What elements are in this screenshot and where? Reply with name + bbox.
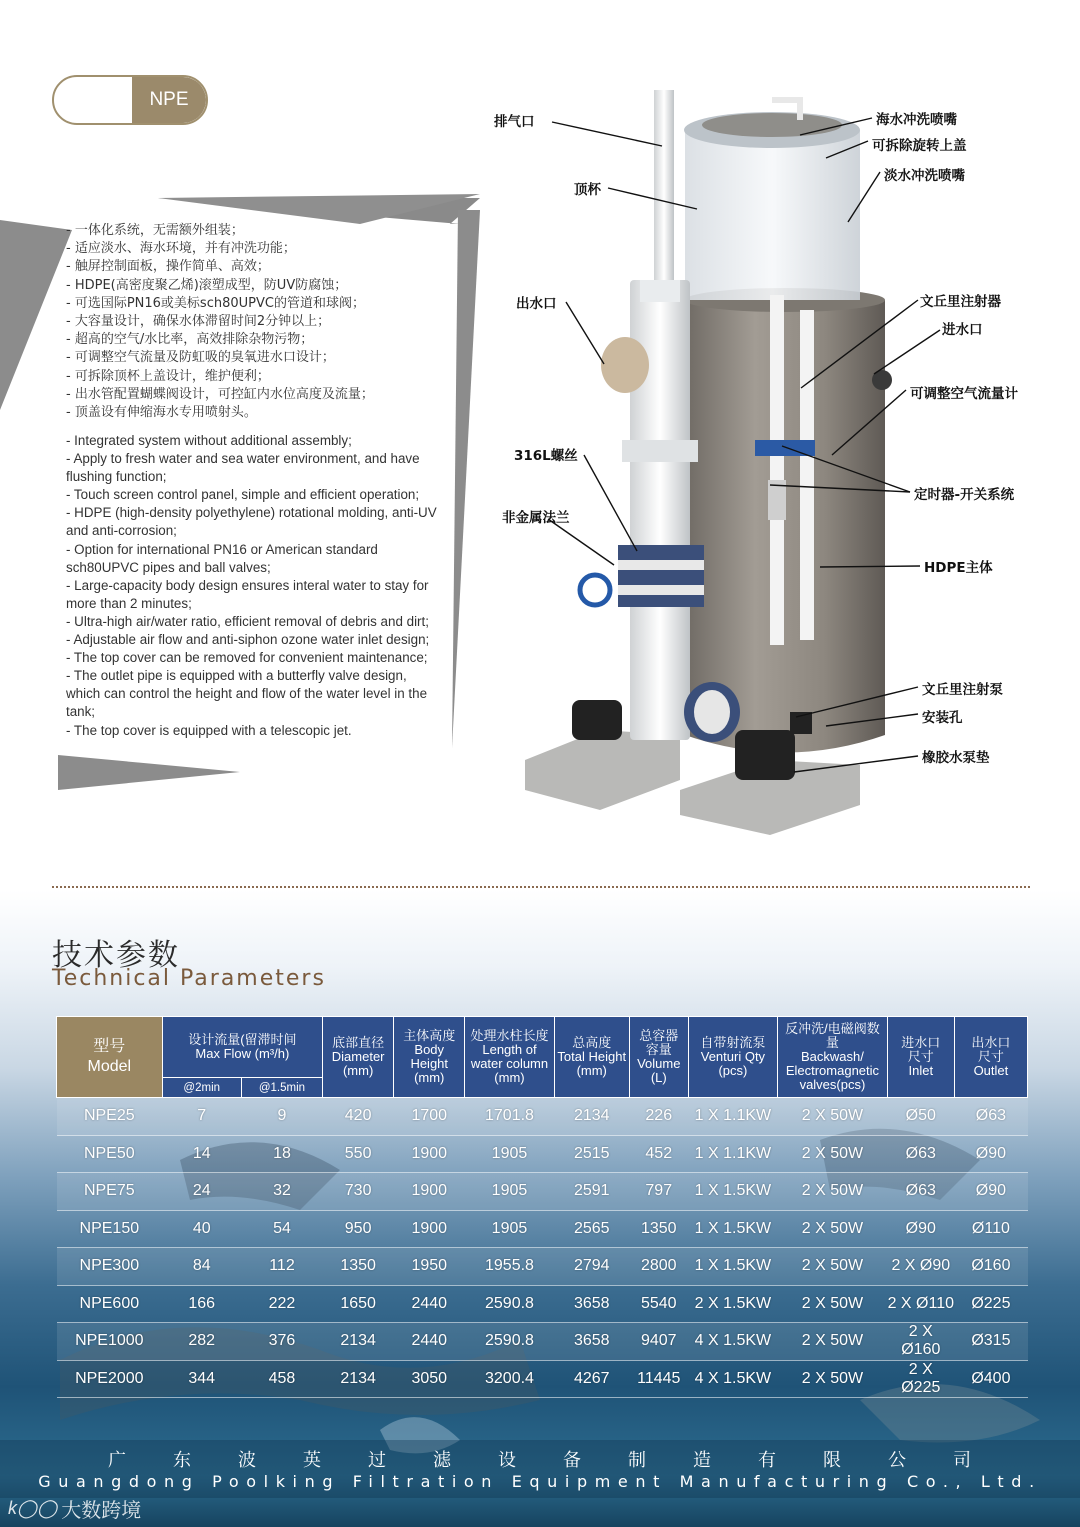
table-cell: NPE75 [57, 1173, 163, 1211]
callout-venturi-pump: 文丘里注射泵 [922, 682, 1003, 698]
table-row [57, 1360, 1028, 1398]
table-cell: 2 X 50W [778, 1098, 888, 1136]
feature-en-item: - Ultra-high air/water ratio, efficient removal of debris and dirt; [66, 613, 429, 629]
table-cell: 2 X Ø90 [887, 1248, 954, 1286]
table-cell: NPE600 [57, 1285, 163, 1323]
feature-cn-item: - 可调整空气流量及防虹吸的臭氧进水口设计； [66, 350, 335, 366]
table-cell: 40 [162, 1210, 241, 1248]
table-cell: 1905 [465, 1173, 554, 1211]
callout-venturi-injector: 文丘里注射器 [920, 294, 1001, 310]
feature-cn-item: - 一体化系统，无需额外组装； [66, 223, 244, 238]
table-cell: 1900 [394, 1173, 465, 1211]
table-cell: 2515 [554, 1135, 629, 1173]
callout-hdpe-body: HDPE主体 [924, 560, 993, 576]
callout-outlet: 出水口 [516, 296, 557, 312]
header-diameter: 底部直径 Diameter (mm) [323, 1017, 394, 1098]
table-cell: 1 X 1.1KW [688, 1135, 777, 1173]
feature-en-item: - Adjustable air flow and anti-siphon ozone water inlet design; [66, 632, 430, 648]
table-cell: 54 [241, 1210, 322, 1248]
table-cell: 730 [323, 1173, 394, 1211]
table-cell: 5540 [629, 1285, 688, 1323]
table-cell: 2440 [394, 1285, 465, 1323]
table-cell: Ø160 [954, 1248, 1027, 1286]
table-cell: 2 X Ø110 [887, 1285, 954, 1323]
table-cell: 452 [629, 1135, 688, 1173]
features-en-list [66, 432, 438, 740]
table-cell: 376 [241, 1323, 322, 1361]
table-cell: 2 X 50W [778, 1323, 888, 1361]
table-row [57, 1210, 1028, 1248]
callout-inlet: 进水口 [942, 322, 983, 338]
feature-cn-item: - 触屏控制面板，操作简单、高效； [66, 259, 270, 275]
feature-cn-item: - 适应淡水、海水环境，并有冲洗功能； [66, 241, 296, 257]
table-cell: 2134 [323, 1323, 394, 1361]
table-cell: 1700 [394, 1098, 465, 1136]
table-cell: 420 [323, 1098, 394, 1136]
table-row [57, 1285, 1028, 1323]
table-cell: NPE300 [57, 1248, 163, 1286]
table-cell: Ø225 [954, 1285, 1027, 1323]
table-cell: 18 [241, 1135, 322, 1173]
table-cell: 9407 [629, 1323, 688, 1361]
section-divider [52, 886, 1030, 888]
callout-flange: 非金属法兰 [502, 510, 570, 526]
callout-top-cup: 顶杯 [574, 182, 601, 198]
table-cell: 1950 [394, 1248, 465, 1286]
product-tag-label: NPE [132, 77, 206, 123]
table-cell: 2 X 1.5KW [688, 1285, 777, 1323]
table-cell: 1900 [394, 1135, 465, 1173]
feature-en-item: - Apply to fresh water and sea water environment, and have flushing function; [66, 451, 420, 485]
header-inlet: 进水口 尺寸 Inlet [887, 1017, 954, 1098]
table-cell: NPE1000 [57, 1323, 163, 1361]
feature-en-item: - Touch screen control panel, simple and efficient operation; [66, 487, 420, 503]
table-row [57, 1248, 1028, 1286]
table-cell: 2591 [554, 1173, 629, 1211]
header-body-height: 主体高度 Body Height (mm) [394, 1017, 465, 1098]
table-cell: 3658 [554, 1323, 629, 1361]
table-cell: 1650 [323, 1285, 394, 1323]
table-cell: 7 [162, 1098, 241, 1136]
table-cell: Ø90 [887, 1210, 954, 1248]
table-cell: 2 X 50W [778, 1173, 888, 1211]
table-cell: 2590.8 [465, 1323, 554, 1361]
header-outlet: 出水口 尺寸 Outlet [954, 1017, 1027, 1098]
table-cell: NPE150 [57, 1210, 163, 1248]
table-cell: 797 [629, 1173, 688, 1211]
callout-rubber-pad: 橡胶水泵垫 [922, 750, 990, 766]
table-cell: 1 X 1.5KW [688, 1210, 777, 1248]
section-title-en: Technical Parameters [52, 966, 326, 991]
table-cell: Ø50 [887, 1098, 954, 1136]
table-cell: Ø400 [954, 1360, 1027, 1398]
table-cell: 1701.8 [465, 1098, 554, 1136]
table-cell: NPE50 [57, 1135, 163, 1173]
callout-seawater-nozzle: 海水冲洗喷嘴 [876, 112, 957, 128]
feature-en-item: - The top cover can be removed for convenient maintenance; [66, 650, 428, 666]
feature-cn-item: - 顶盖设有伸缩海水专用喷射头。 [66, 405, 257, 421]
callout-rotating-cover: 可拆除旋转上盖 [872, 138, 967, 154]
table-cell: Ø63 [887, 1135, 954, 1173]
table-cell: 2 X Ø225 [887, 1360, 954, 1398]
table-cell: NPE2000 [57, 1360, 163, 1398]
table-cell: 226 [629, 1098, 688, 1136]
table-cell: 950 [323, 1210, 394, 1248]
table-cell: 2590.8 [465, 1285, 554, 1323]
table-cell: 3200.4 [465, 1360, 554, 1398]
header-flow-15min: @1.5min [241, 1078, 322, 1098]
table-cell: 4 X 1.5KW [688, 1323, 777, 1361]
header-total-height: 总高度 Total Height (mm) [554, 1017, 629, 1098]
feature-cn-item: - 可拆除顶杯上盖设计，维护便利； [66, 368, 270, 384]
header-valves: 反冲洗/电磁阀数量 Backwash/ Electromagnetic valves(pcs) [778, 1017, 888, 1098]
feature-cn-item: - 超高的空气/水比率，高效排除杂物污物； [66, 332, 314, 348]
table-cell: Ø63 [887, 1173, 954, 1211]
table-cell: 4 X 1.5KW [688, 1360, 777, 1398]
features-cn-list [66, 222, 446, 422]
table-row [57, 1135, 1028, 1173]
table-cell: 84 [162, 1248, 241, 1286]
watermark-logo-icon: k◯◯ [8, 1498, 58, 1518]
table-cell: 1 X 1.5KW [688, 1248, 777, 1286]
feature-en-item: - Option for international PN16 or American standard sch80UPVC pipes and ball valves; [66, 541, 378, 575]
table-cell: 3050 [394, 1360, 465, 1398]
company-name-cn: 广东波英过滤设备制造有限公司 [108, 1450, 1018, 1471]
header-flow-2min: @2min [162, 1078, 241, 1098]
table-row [57, 1323, 1028, 1361]
table-cell: 2134 [323, 1360, 394, 1398]
header-venturi: 自带射流泵 Venturi Qty (pcs) [688, 1017, 777, 1098]
feature-en-item: - The top cover is equipped with a telescopic jet. [66, 722, 352, 738]
watermark [8, 1494, 141, 1523]
callout-exhaust: 排气口 [494, 114, 535, 130]
table-cell: 282 [162, 1323, 241, 1361]
header-volume: 总容器 容量 Volume (L) [629, 1017, 688, 1098]
table-cell: 2800 [629, 1248, 688, 1286]
header-water-column: 处理水柱长度 Length of water column (mm) [465, 1017, 554, 1098]
callout-air-flow-meter: 可调整空气流量计 [910, 386, 1018, 402]
table-cell: Ø90 [954, 1173, 1027, 1211]
table-cell: 1 X 1.5KW [688, 1173, 777, 1211]
callout-timer-switch: 定时器-开关系统 [914, 487, 1015, 503]
watermark-text: 大数跨境 [61, 1498, 142, 1522]
feature-en-item: - The outlet pipe is equipped with a butterfly valve design, which can control the height and flow of the water level in the tank; [66, 668, 428, 720]
table-cell: Ø63 [954, 1098, 1027, 1136]
feature-cn-item: - 出水管配置蝴蝶阀设计，可控缸内水位高度及流量； [66, 386, 374, 402]
table-cell: 1955.8 [465, 1248, 554, 1286]
table-cell: 1905 [465, 1135, 554, 1173]
table-cell: NPE25 [57, 1098, 163, 1136]
feature-cn-item: - 大容量设计，确保水体滞留时间2分钟以上； [66, 314, 331, 330]
technical-parameters-table [56, 1016, 1028, 1398]
table-cell: 2 X 50W [778, 1135, 888, 1173]
table-cell: 11445 [629, 1360, 688, 1398]
table-row [57, 1173, 1028, 1211]
feature-en-item: - HDPE (high-density polyethylene) rotational molding, anti-UV and anti-corrosion; [66, 505, 437, 539]
table-cell: 2 X 50W [778, 1285, 888, 1323]
table-row [57, 1098, 1028, 1136]
table-cell: 1900 [394, 1210, 465, 1248]
table-cell: 14 [162, 1135, 241, 1173]
table-cell: 2 X 50W [778, 1360, 888, 1398]
table-cell: 2 X 50W [778, 1210, 888, 1248]
feature-cn-item: - HDPE(高密度聚乙烯)滚塑成型，防UV防腐蚀； [66, 277, 348, 293]
table-cell: 222 [241, 1285, 322, 1323]
header-max-flow: 设计流量(留滞时间 Max Flow (m³/h) [162, 1017, 322, 1078]
table-cell: 32 [241, 1173, 322, 1211]
table-cell: Ø90 [954, 1135, 1027, 1173]
table-cell: 9 [241, 1098, 322, 1136]
callout-freshwater-nozzle: 淡水冲洗喷嘴 [884, 168, 965, 184]
header-model: 型号 Model [57, 1017, 163, 1098]
table-cell: 550 [323, 1135, 394, 1173]
table-cell: 2565 [554, 1210, 629, 1248]
table-cell: 2440 [394, 1323, 465, 1361]
table-cell: 458 [241, 1360, 322, 1398]
section-title-cn: 技术参数 [52, 938, 180, 973]
table-cell: 112 [241, 1248, 322, 1286]
feature-en-item: - Integrated system without additional assembly; [66, 433, 352, 448]
product-tag [52, 75, 208, 125]
table-cell: Ø315 [954, 1323, 1027, 1361]
table-cell: 2 X Ø160 [887, 1323, 954, 1361]
table-cell: Ø110 [954, 1210, 1027, 1248]
table-cell: 2134 [554, 1098, 629, 1136]
table-cell: 344 [162, 1360, 241, 1398]
feature-cn-item: - 可选国际PN16或美标sch80UPVC的管道和球阀； [66, 295, 365, 311]
company-name-en: Guangdong Poolking Filtration Equipment Manufacturing Co., Ltd. [38, 1472, 1042, 1491]
table-cell: 24 [162, 1173, 241, 1211]
callout-screw: 316L螺丝 [514, 448, 578, 464]
table-cell: 166 [162, 1285, 241, 1323]
table-cell: 3658 [554, 1285, 629, 1323]
table-cell: 1905 [465, 1210, 554, 1248]
table-cell: 4267 [554, 1360, 629, 1398]
table-cell: 2 X 50W [778, 1248, 888, 1286]
table-cell: 1350 [323, 1248, 394, 1286]
table-cell: 1350 [629, 1210, 688, 1248]
callout-mount-hole: 安装孔 [922, 710, 963, 726]
table-cell: 1 X 1.1KW [688, 1098, 777, 1136]
table-cell: 2794 [554, 1248, 629, 1286]
feature-en-item: - Large-capacity body design ensures interal water to stay for more than 2 minutes; [66, 577, 429, 611]
